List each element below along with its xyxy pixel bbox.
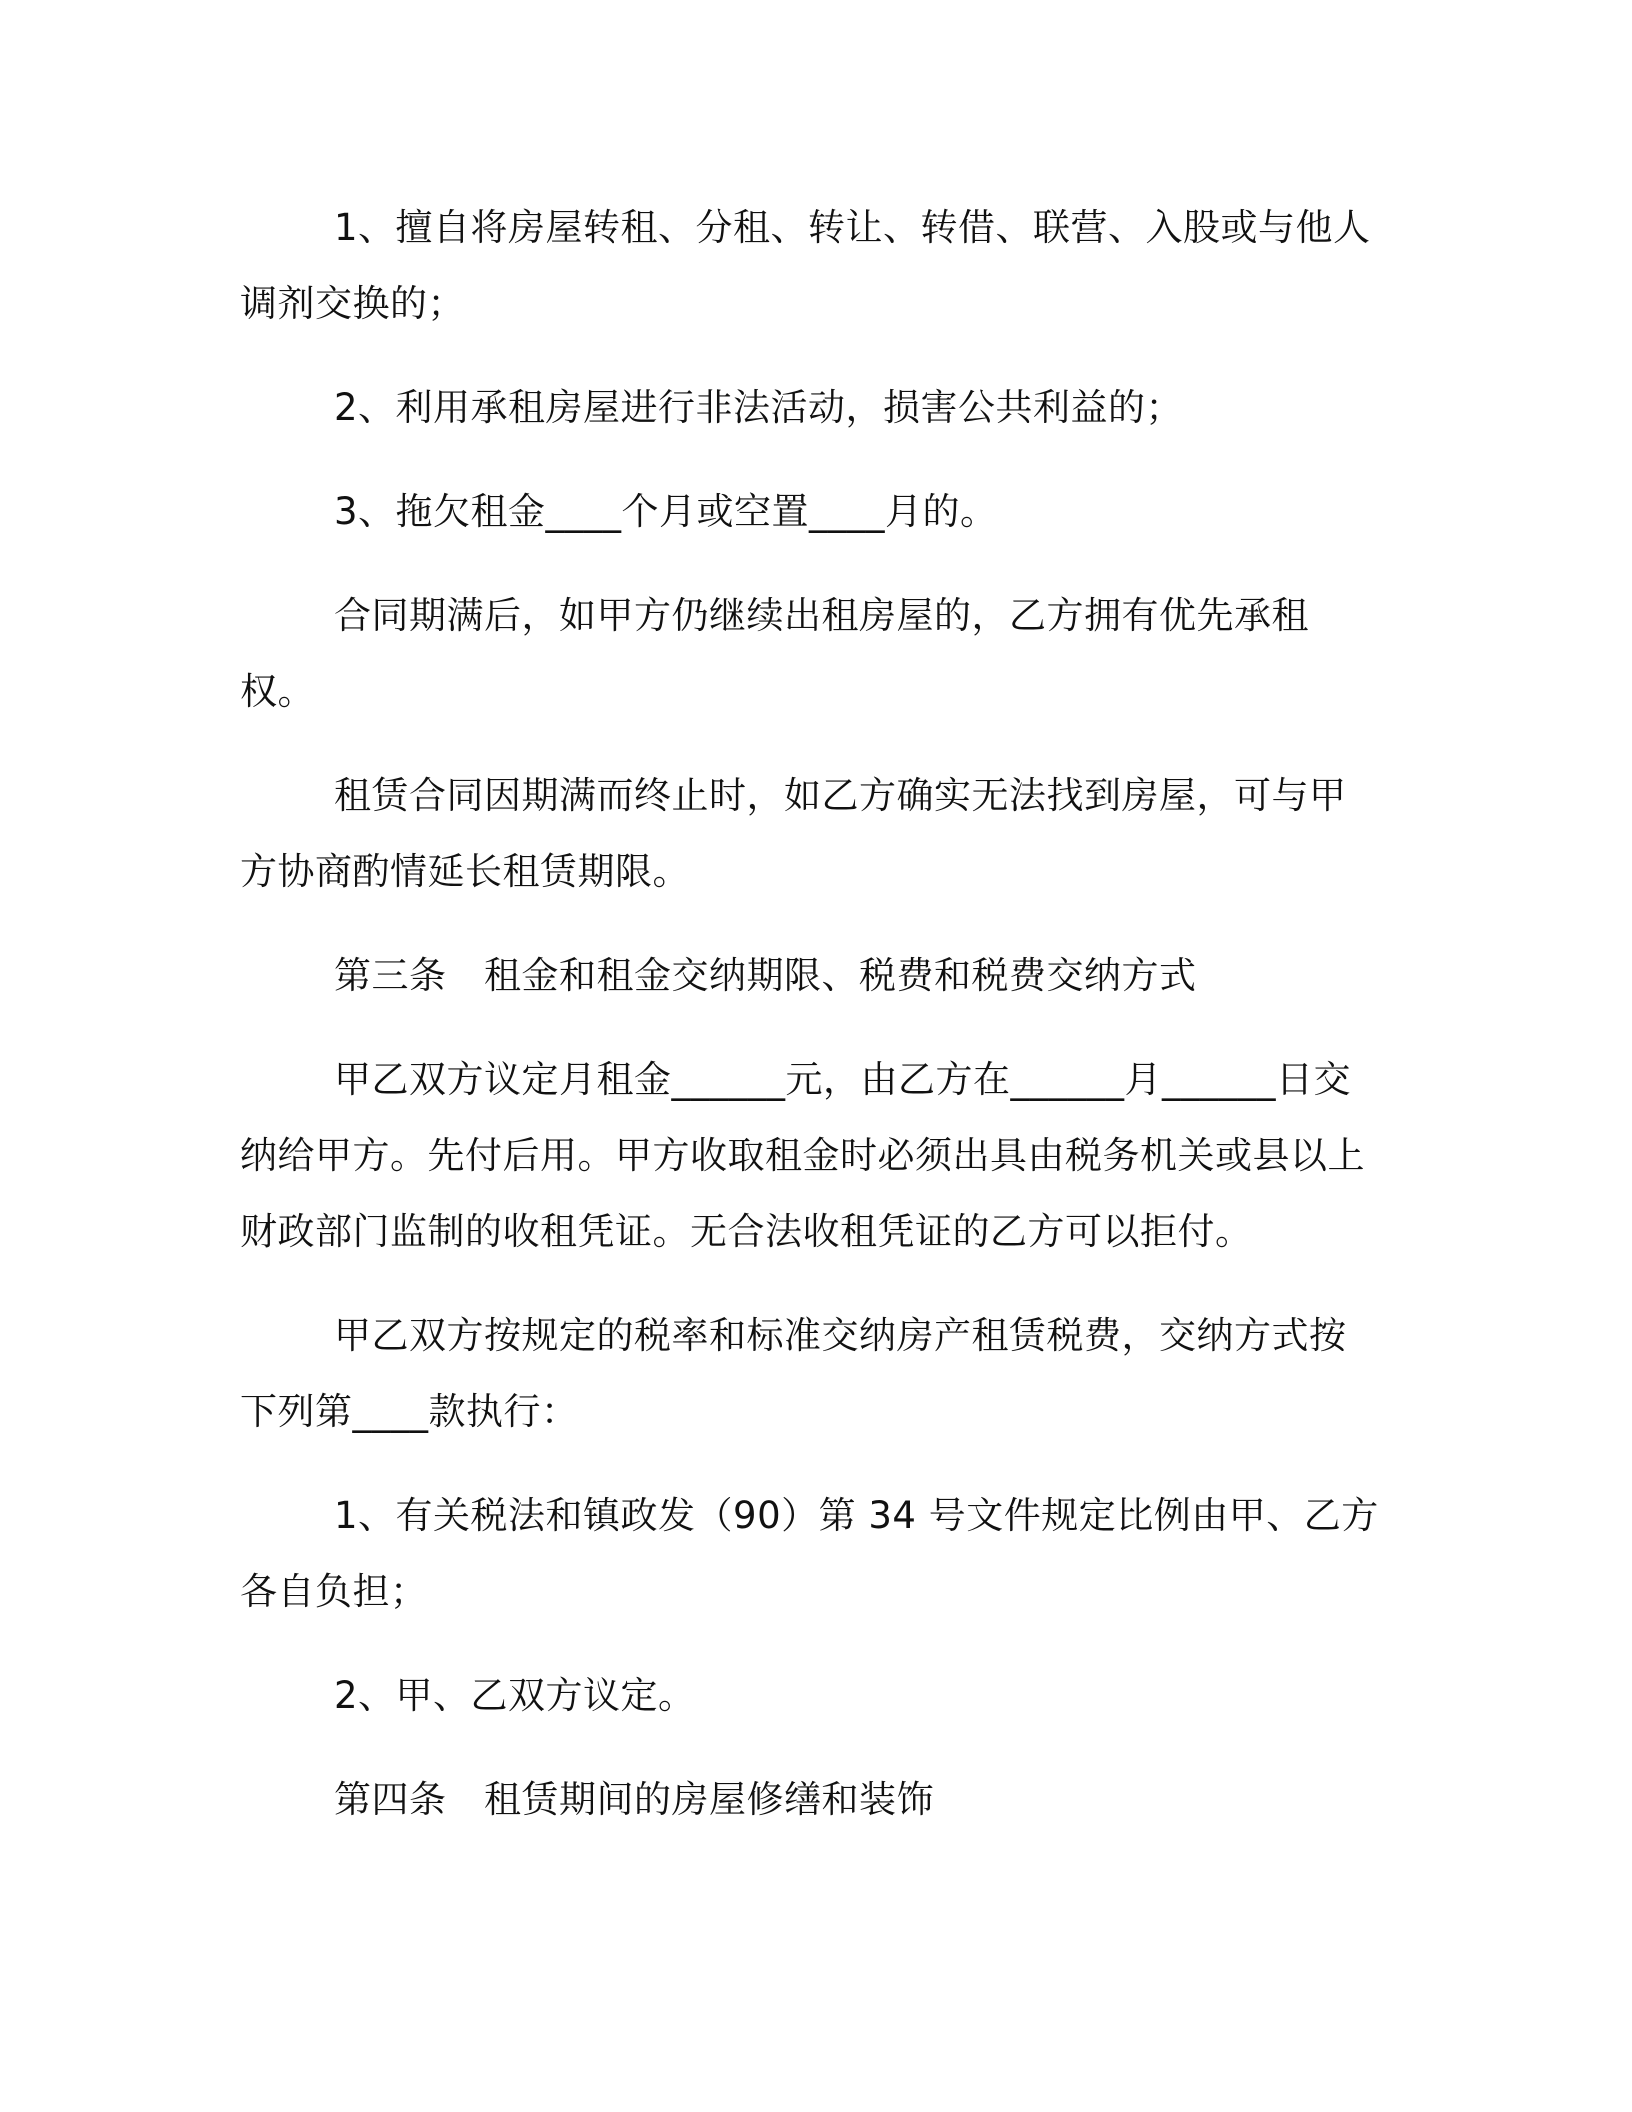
article-4-heading: 第四条 租赁期间的房屋修缮和装饰 [334,1778,934,1821]
tax-payment-paragraph: 甲乙双方按规定的税率和标准交纳房产租赁税费，交纳方式按下列第____款执行： [240,1314,1347,1433]
article-3-heading: 第三条 租金和租金交纳期限、税费和税费交纳方式 [334,954,1197,997]
clause-item-1: 1、擅自将房屋转租、分租、转让、转借、联营、入股或与他人调剂交换的； [240,206,1371,325]
lease-extension-paragraph: 租赁合同因期满而终止时，如乙方确实无法找到房屋，可与甲方协商酌情延长租赁期限。 [240,774,1347,893]
priority-lease-paragraph: 合同期满后，如甲方仍继续出租房屋的，乙方拥有优先承租权。 [240,594,1309,713]
rent-payment-paragraph: 甲乙双方议定月租金______元，由乙方在______月______日交纳给甲方。先付后用。甲方收取租金时必须出具由税务机关或县以上财政部门监制的收租凭证。无合法收租凭证的乙方可以拒付。 [240,1058,1365,1253]
document-body [240,190,1380,1866]
tax-option-1: 1、有关税法和镇政发（90）第 34 号文件规定比例由甲、乙方各自负担； [240,1494,1379,1613]
tax-option-2: 2、甲、乙双方议定。 [334,1674,696,1717]
clause-item-3: 3、拖欠租金____个月或空置____月的。 [334,490,998,533]
clause-item-2: 2、利用承租房屋进行非法活动，损害公共利益的； [334,386,1184,429]
